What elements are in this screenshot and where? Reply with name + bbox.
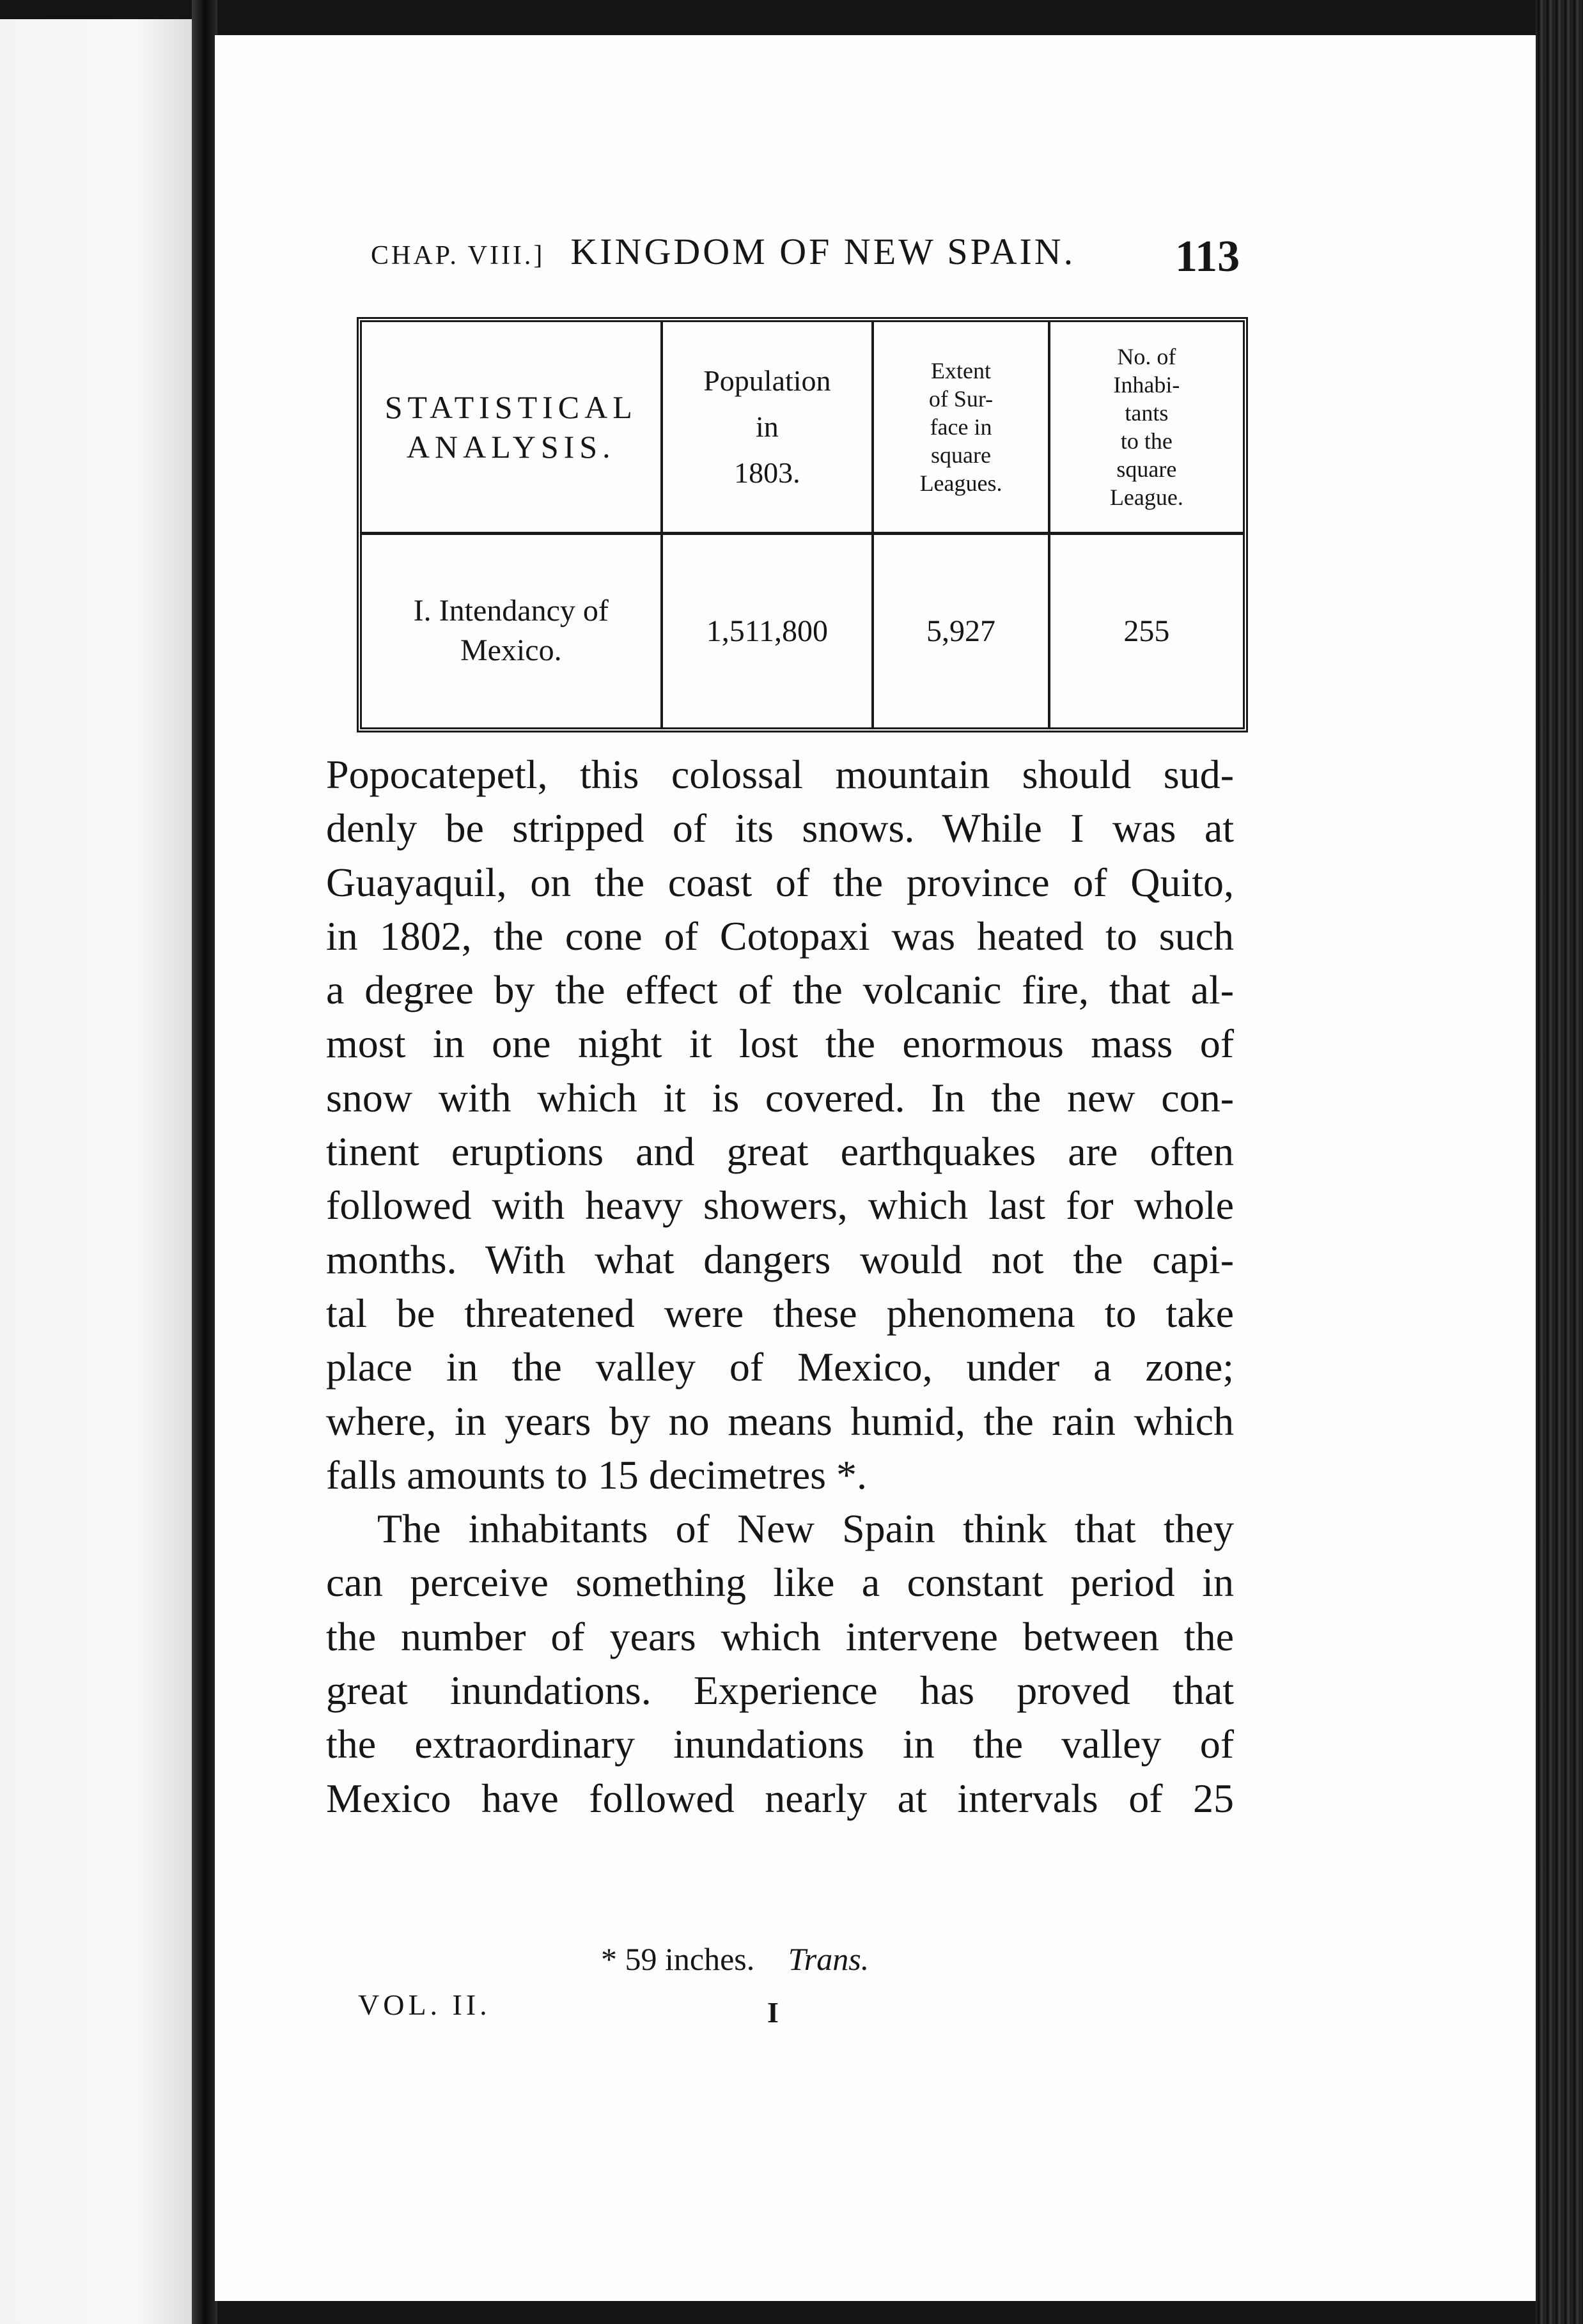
row-population: 1,511,800 <box>662 533 873 727</box>
book-gutter <box>192 0 217 2324</box>
text-line: Guayaquil, on the coast of the province of Quito, <box>326 859 1234 905</box>
footnote-text: * 59 inches. <box>601 1941 755 1977</box>
text-line: tinent eruptions and great earthquakes are often <box>326 1129 1234 1175</box>
text-line: can perceive something like a constant period in <box>326 1560 1234 1606</box>
signature-mark: I <box>767 1996 779 2029</box>
text-line: snow with which it is covered. In the new con- <box>326 1074 1234 1120</box>
text-line: the number of years which intervene between the <box>326 1613 1234 1659</box>
text-line: the extraordinary inundations in the valley of <box>326 1721 1234 1767</box>
text-line: great inundations. Experience has proved that <box>326 1668 1234 1714</box>
volume-signature: VOL. II. <box>358 1988 491 2021</box>
text-line: Popocatepetl, this colossal mountain should sud- <box>326 752 1234 797</box>
footnote-trans: Trans. <box>788 1941 869 1977</box>
text-line: months. With what dangers would not the capi- <box>326 1236 1234 1282</box>
table-header-label: STATISTICAL ANALYSIS. <box>362 322 662 533</box>
table-row <box>362 533 1243 727</box>
table-header-extent: Extent of Sur- face in square Leagues. <box>873 322 1049 533</box>
paragraph-2 <box>326 1502 1234 1825</box>
text-line: a degree by the effect of the volcanic fire, that al- <box>326 967 1234 1013</box>
text-line: tal be threatened were these phenomena to take <box>326 1290 1234 1336</box>
running-head <box>371 230 1266 281</box>
text-line: The inhabitants of New Spain think that they <box>377 1506 1234 1552</box>
text-line: where, in years by no means humid, the rain which <box>326 1398 1234 1444</box>
text-line: Mexico have followed nearly at intervals of 25 <box>326 1775 1234 1821</box>
row-extent: 5,927 <box>873 533 1049 727</box>
row-inhabitants: 255 <box>1123 614 1170 648</box>
statistical-table <box>357 317 1248 732</box>
row-label: I. Intendancy of Mexico. <box>362 533 662 727</box>
facing-page <box>0 19 192 2324</box>
footnote <box>601 1941 869 1978</box>
paragraph-1 <box>326 748 1234 1502</box>
table-header-inhabitants: No. of Inhabi- tants to the square League. <box>1049 322 1243 533</box>
text-line: falls amounts to 15 decimetres *. <box>326 1452 868 1498</box>
page-edges <box>1536 0 1583 2324</box>
body-text <box>326 748 1234 1825</box>
chapter-reference: CHAP. VIII.] <box>371 241 545 270</box>
text-line: most in one night it lost the enormous mass of <box>326 1021 1234 1067</box>
text-line: followed with heavy showers, which last for whole <box>326 1182 1234 1228</box>
text-line: place in the valley of Mexico, under a zone; <box>326 1344 1234 1390</box>
table-header-population: Population in 1803. <box>662 322 873 533</box>
text-line: in 1802, the cone of Cotopaxi was heated to such <box>326 913 1234 959</box>
page-number: 113 <box>1175 232 1240 281</box>
text-line: denly be stripped of its snows. While I was at <box>326 805 1234 851</box>
running-title: KINGDOM OF NEW SPAIN. <box>570 231 1076 272</box>
